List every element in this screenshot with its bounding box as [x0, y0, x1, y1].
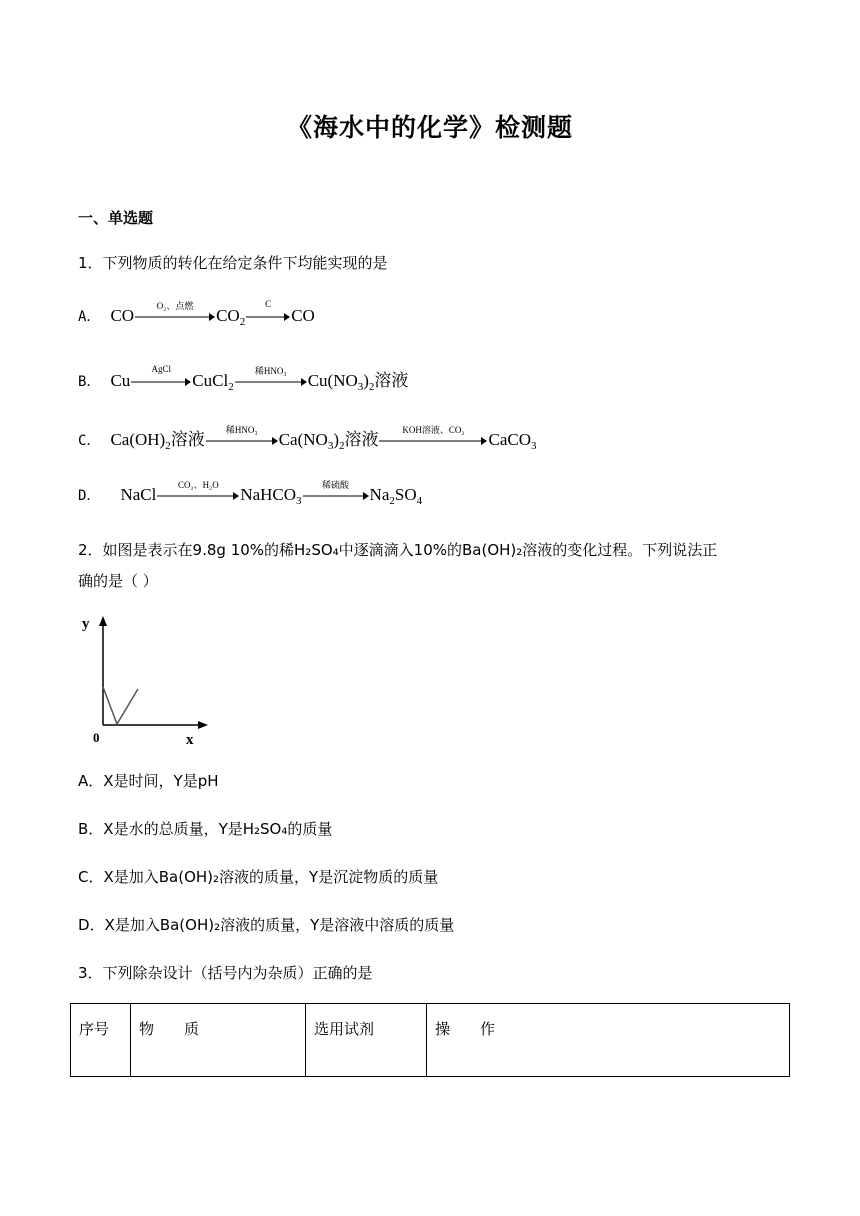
- reaction-arrow: [206, 425, 278, 446]
- q2-option-c[interactable]: C．X是加入Ba(OH)₂溶液的质量，Y是沉淀物质的质量: [78, 868, 439, 886]
- graph-origin-label: 0: [93, 730, 100, 745]
- question-3-text: 3．下列除杂设计（括号内为杂质）正确的是: [78, 964, 373, 982]
- formula: CO: [110, 306, 135, 325]
- reaction-condition: 稀HNO₃: [254, 366, 287, 377]
- question-2-text-line1: 2．如图是表示在9.8g 10%的稀H₂SO₄中逐滴滴入10%的Ba(OH)₂溶液的变化过程。下列说法正: [78, 541, 718, 559]
- option-label: C．: [78, 433, 101, 449]
- reaction-condition: O₂、点燃: [156, 301, 194, 312]
- table-header-cell: 选用试剂: [306, 1004, 427, 1077]
- option-label: B．: [78, 374, 101, 390]
- graph-curve: [103, 687, 138, 724]
- formula: $Cu(NO_3)_2$溶液: [307, 371, 409, 393]
- section-heading: 一、单选题: [78, 209, 154, 227]
- option-label: D．: [78, 488, 101, 504]
- question-2-graph: [80, 612, 215, 747]
- formula: $Ca(NO_3)_2$溶液: [278, 430, 379, 452]
- formula: $Ca(OH)_2$溶液: [110, 430, 205, 452]
- formula: CO: [291, 306, 315, 325]
- q1-option-a[interactable]: [78, 299, 315, 328]
- reaction-arrow: [235, 366, 307, 387]
- q2-option-b[interactable]: B．X是水的总质量，Y是H₂SO₄的质量: [78, 820, 333, 838]
- reaction-arrow: [379, 425, 487, 446]
- reaction-condition: 稀HNO₃: [225, 425, 258, 436]
- purification-table: [70, 1003, 790, 1077]
- formula: CuCl$_2$: [192, 371, 234, 393]
- reaction-condition: C: [265, 299, 272, 310]
- formula: $Na_2SO_4$: [369, 485, 423, 507]
- formula: $CO_2$: [216, 306, 246, 328]
- question-2-text-line2: 确的是（ ）: [78, 572, 158, 590]
- q1-option-d[interactable]: [78, 480, 423, 507]
- page-title: 《海水中的化学》检测题: [286, 113, 573, 142]
- reaction-arrow: [303, 480, 369, 501]
- graph-y-label: y: [82, 616, 90, 632]
- q2-option-a[interactable]: A．X是时间，Y是pH: [78, 772, 219, 790]
- reaction-arrow: [246, 299, 290, 322]
- table-header-row: [71, 1004, 790, 1077]
- q2-option-d[interactable]: D．X是加入Ba(OH)₂溶液的质量，Y是溶液中溶质的质量: [78, 916, 455, 934]
- reaction-arrow: [157, 480, 239, 501]
- reaction-arrow: [135, 301, 215, 322]
- reaction-condition: CO₂、H₂O: [177, 480, 219, 491]
- formula: Cu: [110, 371, 131, 390]
- reaction-condition: 稀硫酸: [322, 480, 350, 491]
- reaction-arrow: [131, 364, 191, 387]
- graph-y-arrowhead: [99, 616, 107, 626]
- question-1-text: 1．下列物质的转化在给定条件下均能实现的是: [78, 254, 388, 272]
- table-header-cell: 操 作: [427, 1004, 790, 1077]
- formula: CaCO$_3$: [488, 430, 537, 452]
- graph-x-label: x: [186, 732, 194, 747]
- table-header-cell: 物 质: [131, 1004, 306, 1077]
- q1-option-c[interactable]: [78, 425, 536, 450]
- formula: NaHCO$_3$: [240, 485, 302, 507]
- option-label: A．: [78, 309, 101, 325]
- graph-x-arrowhead: [198, 721, 208, 729]
- formula: NaCl: [120, 485, 157, 504]
- table-header-cell: 序号: [71, 1004, 131, 1077]
- q1-option-b[interactable]: [78, 366, 408, 391]
- reaction-condition: AgCl: [151, 364, 172, 375]
- reaction-condition: KOH溶液、CO₂: [402, 425, 465, 436]
